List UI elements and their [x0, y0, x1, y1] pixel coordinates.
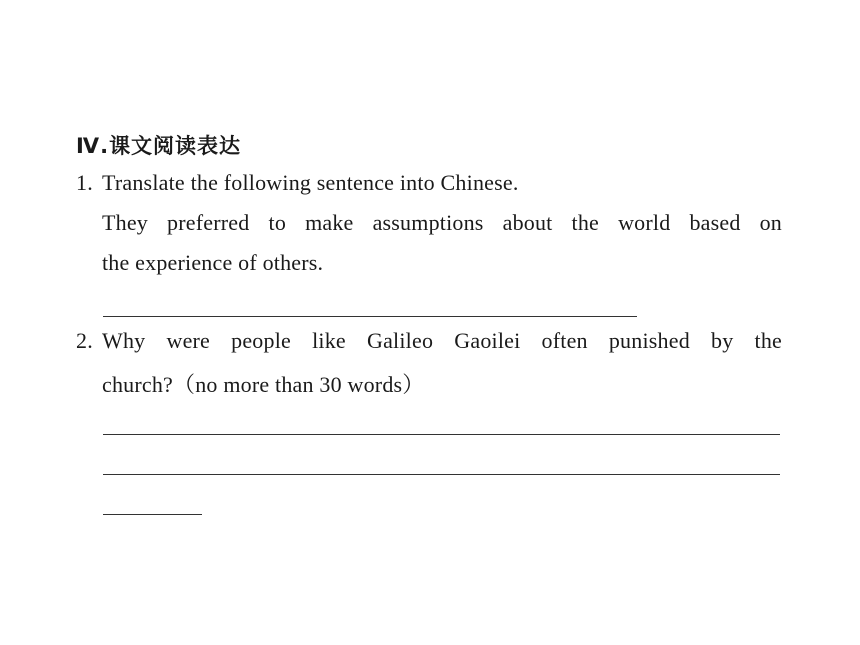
answer-line[interactable] — [103, 474, 780, 475]
question-1 — [76, 170, 93, 196]
question-2-prompt-line-2: church?（no more than 30 words） — [102, 372, 425, 397]
section-title: 课文阅读表达 — [109, 134, 242, 158]
answer-line[interactable] — [103, 514, 202, 515]
answer-line[interactable] — [103, 316, 637, 317]
question-2 — [76, 328, 93, 354]
question-1-sentence-line-2: the experience of others. — [102, 250, 324, 275]
section-dot: . — [100, 134, 110, 158]
answer-line[interactable] — [103, 434, 780, 435]
section-numeral: Ⅳ — [76, 134, 101, 158]
question-2-number: 2. — [76, 328, 93, 353]
question-2-prompt-line-1: Why were people like Galileo Gaoilei often punished by the — [102, 328, 782, 353]
question-1-number: 1. — [76, 170, 93, 195]
question-1-prompt: Translate the following sentence into Chinese. — [102, 170, 519, 195]
question-1-sentence-line-1: They preferred to make assumptions about the world based on — [102, 210, 782, 235]
section-heading — [76, 130, 241, 160]
